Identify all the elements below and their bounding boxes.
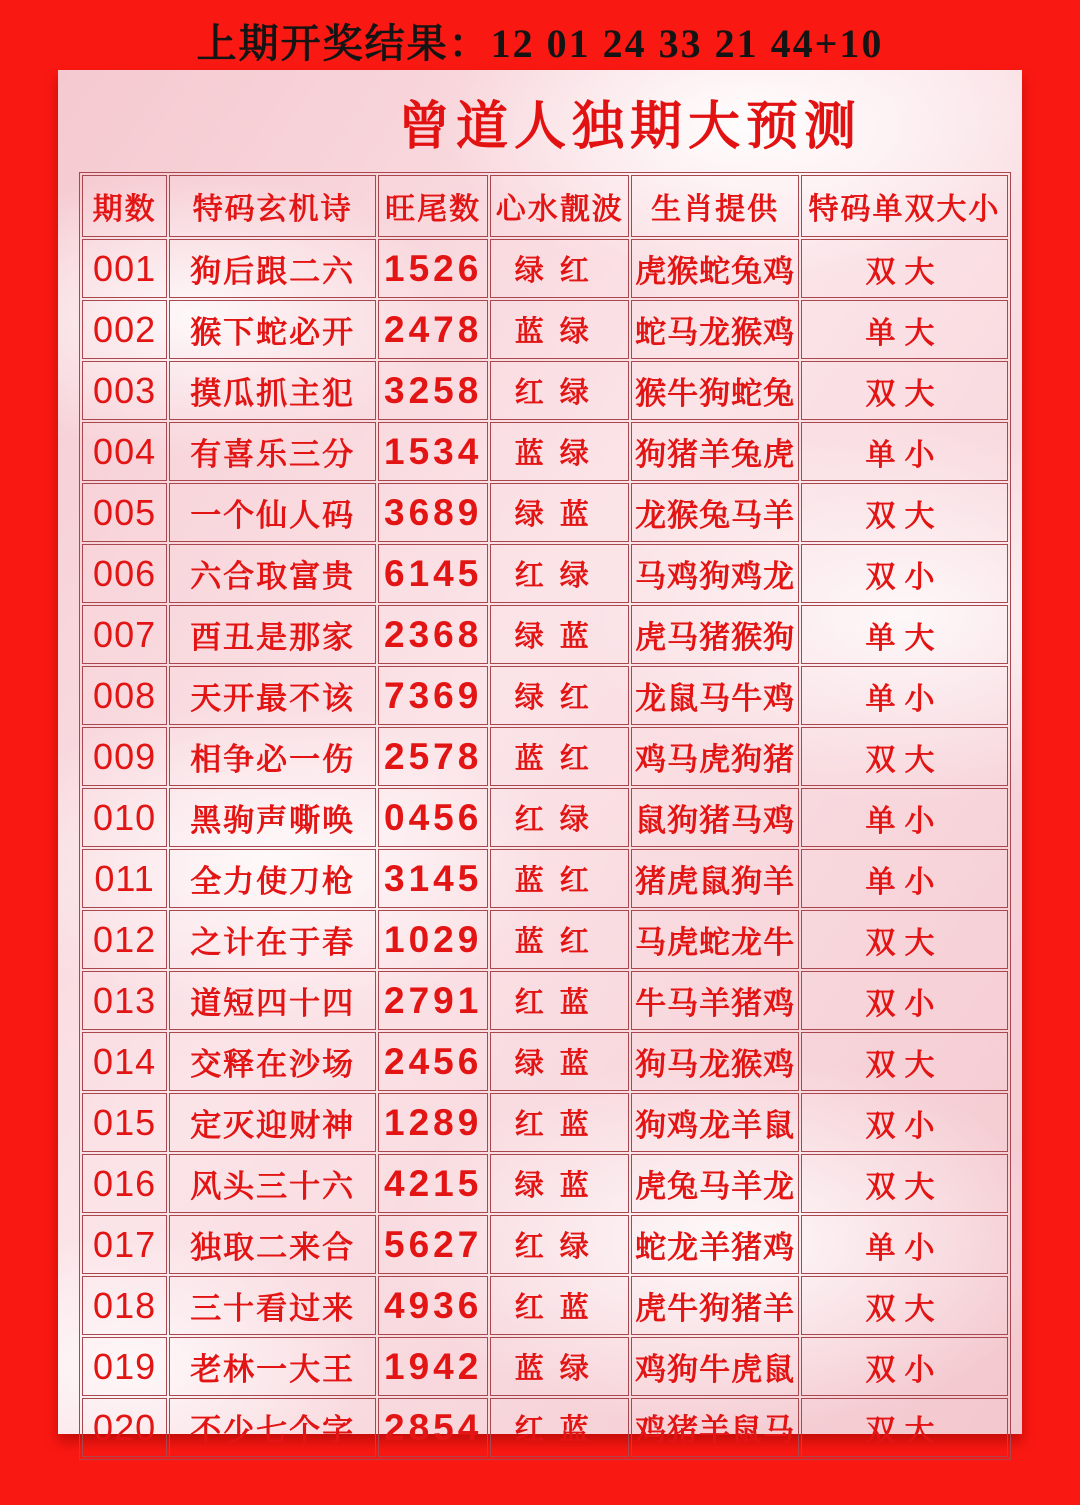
waves-cell: 红绿 [490, 1215, 629, 1274]
poem-cell: 不少七个字 [169, 1398, 376, 1457]
tails-cell: 5627 [378, 1215, 488, 1274]
size-parity-cell: 双大 [801, 1154, 1008, 1213]
poem-cell: 一个仙人码 [169, 483, 376, 542]
header-poem: 特码玄机诗 [169, 175, 376, 237]
zodiac-cell: 鸡猪羊鼠马 [631, 1398, 799, 1457]
header-period: 期数 [82, 175, 167, 237]
size-parity-cell: 单小 [801, 666, 1008, 725]
size-parity-cell: 单小 [801, 422, 1008, 481]
size-parity-cell: 双大 [801, 361, 1008, 420]
table-row [82, 1093, 1008, 1152]
tails-cell: 6145 [378, 544, 488, 603]
table-row [82, 361, 1008, 420]
tails-cell: 2854 [378, 1398, 488, 1457]
size-parity-cell: 双大 [801, 1398, 1008, 1457]
poem-cell: 六合取富贵 [169, 544, 376, 603]
table-header-row [82, 175, 1008, 237]
poem-cell: 摸瓜抓主犯 [169, 361, 376, 420]
poem-cell: 黑驹声嘶唤 [169, 788, 376, 847]
zodiac-cell: 鸡马虎狗猪 [631, 727, 799, 786]
size-parity-cell: 单大 [801, 300, 1008, 359]
table-row [82, 1032, 1008, 1091]
size-parity-cell: 双大 [801, 1032, 1008, 1091]
period-cell: 009 [82, 727, 167, 786]
zodiac-cell: 虎兔马羊龙 [631, 1154, 799, 1213]
tails-cell: 4215 [378, 1154, 488, 1213]
header-waves: 心水靓波 [490, 175, 629, 237]
tails-cell: 1942 [378, 1337, 488, 1396]
tails-cell: 3145 [378, 849, 488, 908]
zodiac-cell: 狗鸡龙羊鼠 [631, 1093, 799, 1152]
poem-cell: 定灭迎财神 [169, 1093, 376, 1152]
poem-cell: 道短四十四 [169, 971, 376, 1030]
zodiac-cell: 龙鼠马牛鸡 [631, 666, 799, 725]
table-row [82, 1398, 1008, 1457]
poem-cell: 天开最不该 [169, 666, 376, 725]
period-cell: 019 [82, 1337, 167, 1396]
zodiac-cell: 猪虎鼠狗羊 [631, 849, 799, 908]
waves-cell: 红蓝 [490, 1276, 629, 1335]
size-parity-cell: 双小 [801, 971, 1008, 1030]
poem-cell: 猴下蛇必开 [169, 300, 376, 359]
table-row [82, 544, 1008, 603]
table-row [82, 788, 1008, 847]
zodiac-cell: 龙猴兔马羊 [631, 483, 799, 542]
zodiac-cell: 狗猪羊兔虎 [631, 422, 799, 481]
poem-cell: 三十看过来 [169, 1276, 376, 1335]
size-parity-cell: 双大 [801, 910, 1008, 969]
period-cell: 018 [82, 1276, 167, 1335]
period-cell: 013 [82, 971, 167, 1030]
table-row [82, 422, 1008, 481]
last-draw-result-text: 上期开奖结果：12 01 24 33 21 44+10 [196, 21, 884, 66]
period-cell: 001 [82, 239, 167, 298]
tails-cell: 2578 [378, 727, 488, 786]
period-cell: 020 [82, 1398, 167, 1457]
waves-cell: 红绿 [490, 544, 629, 603]
size-parity-cell: 双大 [801, 239, 1008, 298]
tails-cell: 1526 [378, 239, 488, 298]
period-cell: 004 [82, 422, 167, 481]
zodiac-cell: 蛇龙羊猪鸡 [631, 1215, 799, 1274]
zodiac-cell: 猴牛狗蛇兔 [631, 361, 799, 420]
size-parity-cell: 双小 [801, 544, 1008, 603]
table-row [82, 483, 1008, 542]
period-cell: 005 [82, 483, 167, 542]
poem-cell: 之计在于春 [169, 910, 376, 969]
tails-cell: 3689 [378, 483, 488, 542]
zodiac-cell: 狗马龙猴鸡 [631, 1032, 799, 1091]
table-row [82, 727, 1008, 786]
waves-cell: 蓝绿 [490, 1337, 629, 1396]
poem-cell: 有喜乐三分 [169, 422, 376, 481]
tails-cell: 1534 [378, 422, 488, 481]
size-parity-cell: 单小 [801, 788, 1008, 847]
zodiac-cell: 虎牛狗猪羊 [631, 1276, 799, 1335]
table-row [82, 910, 1008, 969]
period-cell: 006 [82, 544, 167, 603]
table-row [82, 239, 1008, 298]
size-parity-cell: 单大 [801, 605, 1008, 664]
size-parity-cell: 双小 [801, 1093, 1008, 1152]
prediction-table [79, 172, 1011, 1460]
table-row [82, 300, 1008, 359]
size-parity-cell: 单小 [801, 849, 1008, 908]
period-cell: 016 [82, 1154, 167, 1213]
waves-cell: 绿红 [490, 666, 629, 725]
tails-cell: 1029 [378, 910, 488, 969]
period-cell: 014 [82, 1032, 167, 1091]
period-cell: 007 [82, 605, 167, 664]
header-size-parity: 特码单双大小 [801, 175, 1008, 237]
waves-cell: 红绿 [490, 361, 629, 420]
page-title: 曾道人独期大预测 [398, 99, 863, 156]
tails-cell: 3258 [378, 361, 488, 420]
table-row [82, 605, 1008, 664]
waves-cell: 蓝红 [490, 727, 629, 786]
period-cell: 008 [82, 666, 167, 725]
tails-cell: 2456 [378, 1032, 488, 1091]
poem-cell: 全力使刀枪 [169, 849, 376, 908]
poem-cell: 狗后跟二六 [169, 239, 376, 298]
period-cell: 011 [82, 849, 167, 908]
period-cell: 017 [82, 1215, 167, 1274]
waves-cell: 红绿 [490, 788, 629, 847]
size-parity-cell: 双小 [801, 1337, 1008, 1396]
table-row [82, 1215, 1008, 1274]
zodiac-cell: 鸡狗牛虎鼠 [631, 1337, 799, 1396]
tails-cell: 2368 [378, 605, 488, 664]
waves-cell: 绿蓝 [490, 483, 629, 542]
tails-cell: 1289 [378, 1093, 488, 1152]
tails-cell: 0456 [378, 788, 488, 847]
waves-cell: 绿蓝 [490, 1032, 629, 1091]
poem-cell: 风头三十六 [169, 1154, 376, 1213]
prediction-table-body [82, 239, 1008, 1457]
table-row [82, 849, 1008, 908]
zodiac-cell: 虎猴蛇兔鸡 [631, 239, 799, 298]
table-row [82, 666, 1008, 725]
poem-cell: 相争必一伤 [169, 727, 376, 786]
size-parity-cell: 单小 [801, 1215, 1008, 1274]
waves-cell: 红蓝 [490, 1093, 629, 1152]
header-tails: 旺尾数 [378, 175, 488, 237]
poem-cell: 老林一大王 [169, 1337, 376, 1396]
last-draw-banner [0, 0, 1080, 70]
poem-cell: 独取二来合 [169, 1215, 376, 1274]
waves-cell: 绿蓝 [490, 605, 629, 664]
zodiac-cell: 蛇马龙猴鸡 [631, 300, 799, 359]
zodiac-cell: 鼠狗猪马鸡 [631, 788, 799, 847]
waves-cell: 绿蓝 [490, 1154, 629, 1213]
period-cell: 010 [82, 788, 167, 847]
period-cell: 003 [82, 361, 167, 420]
period-cell: 012 [82, 910, 167, 969]
header-zodiac: 生肖提供 [631, 175, 799, 237]
table-row [82, 1154, 1008, 1213]
poem-cell: 酉丑是那家 [169, 605, 376, 664]
zodiac-cell: 马虎蛇龙牛 [631, 910, 799, 969]
poem-cell: 交释在沙场 [169, 1032, 376, 1091]
size-parity-cell: 双大 [801, 1276, 1008, 1335]
size-parity-cell: 双大 [801, 727, 1008, 786]
waves-cell: 蓝绿 [490, 300, 629, 359]
zodiac-cell: 马鸡狗鸡龙 [631, 544, 799, 603]
table-row [82, 971, 1008, 1030]
table-row [82, 1276, 1008, 1335]
waves-cell: 蓝绿 [490, 422, 629, 481]
period-cell: 002 [82, 300, 167, 359]
waves-cell: 红蓝 [490, 971, 629, 1030]
zodiac-cell: 牛马羊猪鸡 [631, 971, 799, 1030]
zodiac-cell: 虎马猪猴狗 [631, 605, 799, 664]
tails-cell: 2791 [378, 971, 488, 1030]
tails-cell: 2478 [378, 300, 488, 359]
size-parity-cell: 双大 [801, 483, 1008, 542]
waves-cell: 红蓝 [490, 1398, 629, 1457]
waves-cell: 蓝红 [490, 849, 629, 908]
content-panel [58, 70, 1022, 1448]
waves-cell: 绿红 [490, 239, 629, 298]
waves-cell: 蓝红 [490, 910, 629, 969]
period-cell: 015 [82, 1093, 167, 1152]
table-row [82, 1337, 1008, 1396]
tails-cell: 4936 [378, 1276, 488, 1335]
tails-cell: 7369 [378, 666, 488, 725]
